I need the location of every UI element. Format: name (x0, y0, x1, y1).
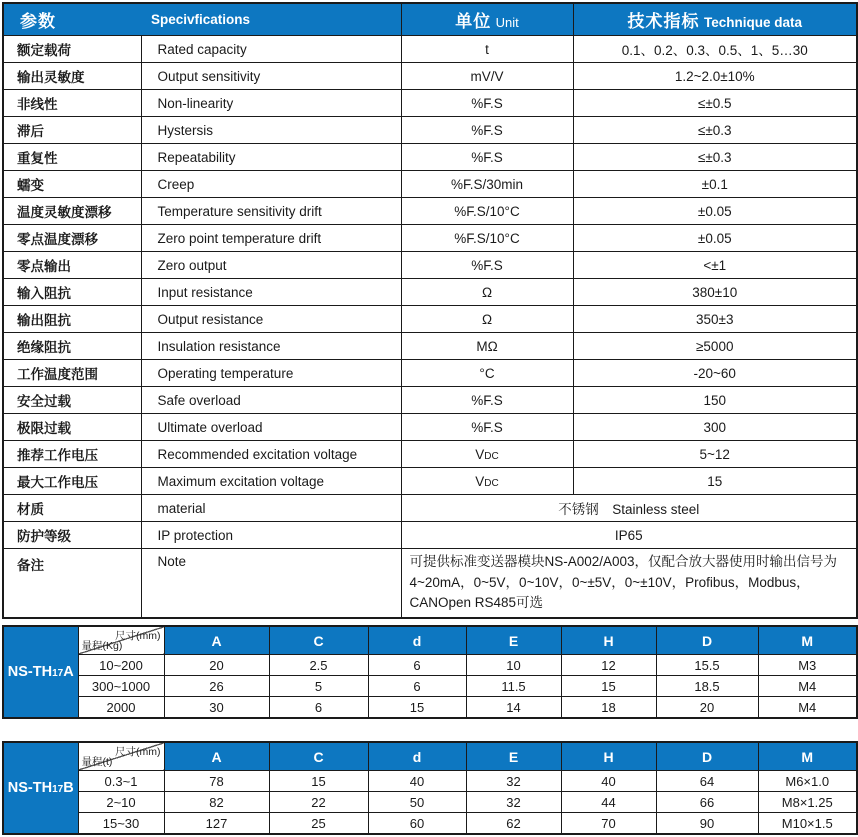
spec-unit: MΩ (401, 333, 573, 360)
dim-col-header: d (368, 626, 466, 655)
spec-unit: %F.S (401, 252, 573, 279)
dim-range: 2000 (78, 697, 164, 719)
dim-value: M6×1.0 (758, 771, 857, 792)
spec-param-cn: 输出灵敏度 (3, 63, 141, 90)
dim-value: 15.5 (656, 655, 758, 676)
spec-param-cn: 非线性 (3, 90, 141, 117)
spec-unit: mV/V (401, 63, 573, 90)
dim-value: 6 (269, 697, 368, 719)
spec-row (3, 333, 857, 360)
spec-param-en: Repeatability (141, 144, 401, 171)
note-line: CANOpen RS485可选 (409, 595, 544, 610)
spec-row (3, 36, 857, 63)
dim-value: 20 (656, 697, 758, 719)
dim-value: 20 (164, 655, 269, 676)
spec-value: ≤±0.3 (573, 144, 857, 171)
spec-param-cn: 备注 (3, 549, 141, 619)
spec-row (3, 549, 857, 619)
spec-merged-value: IP65 (401, 522, 857, 549)
spec-param-cn: 重复性 (3, 144, 141, 171)
dim-col-header: H (561, 742, 656, 771)
spec-value: 300 (573, 414, 857, 441)
spec-unit: %F.S/30min (401, 171, 573, 198)
spec-value: 5~12 (573, 441, 857, 468)
spec-param-en: Insulation resistance (141, 333, 401, 360)
dim-value: 64 (656, 771, 758, 792)
dim-col-header: D (656, 626, 758, 655)
dim-col-header: C (269, 742, 368, 771)
spec-header-specifications (141, 3, 401, 36)
spec-param-cn: 推荐工作电压 (3, 441, 141, 468)
dim-value: 14 (466, 697, 561, 719)
dim-row (3, 792, 857, 813)
spec-param-en: Output sensitivity (141, 63, 401, 90)
spec-value: ≤±0.3 (573, 117, 857, 144)
spec-param-cn: 最大工作电压 (3, 468, 141, 495)
dim-range: 15~30 (78, 813, 164, 835)
spec-unit: %F.S/10°C (401, 198, 573, 225)
spec-unit: VDC (401, 441, 573, 468)
dim-value: 44 (561, 792, 656, 813)
dim-value: 26 (164, 676, 269, 697)
dim-value: 32 (466, 771, 561, 792)
spec-param-en: Operating temperature (141, 360, 401, 387)
spec-unit-sub: DC (484, 477, 499, 489)
spec-row (3, 225, 857, 252)
dim-range: 0.3~1 (78, 771, 164, 792)
spec-param-cn: 温度灵敏度漂移 (3, 198, 141, 225)
spec-param-en: material (141, 495, 401, 522)
dim-col-header: A (164, 626, 269, 655)
spec-header-tech-en: Technique data (703, 15, 802, 30)
model-prefix: NS-TH (7, 780, 53, 796)
note-line: 可提供标准变送器模块NS-A002/A003，仅配合放大器使用时输出信号为 (409, 554, 838, 569)
corner-cell (78, 742, 164, 771)
dim-value: 127 (164, 813, 269, 835)
dim-col-header: H (561, 626, 656, 655)
dim-value: 15 (561, 676, 656, 697)
spec-param-en: Zero output (141, 252, 401, 279)
spec-param-en: IP protection (141, 522, 401, 549)
dim-range: 10~200 (78, 655, 164, 676)
spec-param-cn: 防护等级 (3, 522, 141, 549)
corner-label-size: 尺寸(mm) (115, 746, 161, 758)
dim-value: 82 (164, 792, 269, 813)
model-label (3, 626, 78, 718)
model-sub: 17 (52, 668, 64, 679)
spec-param-cn: 额定载荷 (3, 36, 141, 63)
spec-header-tech (573, 3, 857, 36)
note-line: 4~20mA，0~5V，0~10V，0~±5V，0~±10V，Profibus，Modbus， (409, 574, 810, 590)
spec-header-param (3, 3, 141, 36)
spec-row (3, 360, 857, 387)
spec-value: 1.2~2.0±10% (573, 63, 857, 90)
spec-header-specifications-label: Specivfications (151, 11, 251, 27)
dim-value: 11.5 (466, 676, 561, 697)
spec-unit-sub: DC (484, 450, 499, 462)
spec-param-cn: 工作温度范围 (3, 360, 141, 387)
dim-col-header: M (758, 626, 857, 655)
spec-value: <±1 (573, 252, 857, 279)
corner-label-size: 尺寸(mm) (115, 630, 161, 642)
spec-param-en: Hystersis (141, 117, 401, 144)
dim-col-header: C (269, 626, 368, 655)
spec-param-cn: 极限过载 (3, 414, 141, 441)
spec-value: -20~60 (573, 360, 857, 387)
spec-header-unit (401, 3, 573, 36)
spec-value: ≥5000 (573, 333, 857, 360)
spec-unit: t (401, 36, 573, 63)
dim-row (3, 813, 857, 835)
dim-value: 78 (164, 771, 269, 792)
dim-table-a (2, 625, 858, 719)
spec-param-en: Recommended excitation voltage (141, 441, 401, 468)
dim-value: 60 (368, 813, 466, 835)
spec-row (3, 468, 857, 495)
spec-row (3, 117, 857, 144)
spec-param-cn: 零点温度漂移 (3, 225, 141, 252)
dim-col-header: d (368, 742, 466, 771)
spec-value: 150 (573, 387, 857, 414)
spec-header-unit-en: Unit (495, 15, 519, 30)
spec-param-en: Temperature sensitivity drift (141, 198, 401, 225)
dim-value: 32 (466, 792, 561, 813)
dim-value: M8×1.25 (758, 792, 857, 813)
spec-unit: %F.S/10°C (401, 225, 573, 252)
dim-value: M3 (758, 655, 857, 676)
spec-value: 0.1、0.2、0.3、0.5、1、5…30 (573, 36, 857, 63)
spec-param-cn: 绝缘阻抗 (3, 333, 141, 360)
spec-param-en: Non-linearity (141, 90, 401, 117)
dim-value: 50 (368, 792, 466, 813)
dim-col-header: A (164, 742, 269, 771)
spec-table (2, 2, 858, 619)
dim-table-b (2, 741, 858, 835)
dim-value: 40 (368, 771, 466, 792)
spec-value: 15 (573, 468, 857, 495)
corner-cell (78, 626, 164, 655)
spec-header-tech-cn: 技术指标 (627, 12, 700, 31)
spec-param-en: Creep (141, 171, 401, 198)
spec-merged-value (401, 549, 857, 619)
spec-param-cn: 材质 (3, 495, 141, 522)
spec-value: ≤±0.5 (573, 90, 857, 117)
dim-value: 40 (561, 771, 656, 792)
spec-unit: %F.S (401, 144, 573, 171)
spec-value: 350±3 (573, 306, 857, 333)
spec-row (3, 279, 857, 306)
spec-value: ±0.1 (573, 171, 857, 198)
dim-col-header: E (466, 742, 561, 771)
spec-unit: %F.S (401, 414, 573, 441)
dim-value: 15 (269, 771, 368, 792)
model-label (3, 742, 78, 834)
spec-row (3, 414, 857, 441)
spec-row (3, 306, 857, 333)
spec-value: ±0.05 (573, 225, 857, 252)
dim-col-header: D (656, 742, 758, 771)
dim-range: 2~10 (78, 792, 164, 813)
dim-value: 22 (269, 792, 368, 813)
dimension-tables (2, 625, 856, 835)
spec-row (3, 144, 857, 171)
dim-value: 2.5 (269, 655, 368, 676)
spec-param-en: Ultimate overload (141, 414, 401, 441)
dim-value: 18 (561, 697, 656, 719)
spec-row (3, 63, 857, 90)
spec-param-cn: 蠕变 (3, 171, 141, 198)
spec-header-unit-cn: 单位 (455, 12, 492, 31)
dim-value: 30 (164, 697, 269, 719)
spec-param-en: Note (141, 549, 401, 619)
dim-value: 25 (269, 813, 368, 835)
spec-param-cn: 输出阻抗 (3, 306, 141, 333)
dim-value: 15 (368, 697, 466, 719)
spec-param-cn: 零点输出 (3, 252, 141, 279)
model-suffix: B (63, 780, 74, 796)
spec-param-en: Input resistance (141, 279, 401, 306)
spec-row (3, 522, 857, 549)
dim-value: 12 (561, 655, 656, 676)
dim-header-row (3, 626, 857, 655)
dim-value: 62 (466, 813, 561, 835)
spec-unit: %F.S (401, 117, 573, 144)
dim-row (3, 655, 857, 676)
spec-param-en: Rated capacity (141, 36, 401, 63)
dim-row (3, 697, 857, 719)
dim-value: 90 (656, 813, 758, 835)
spec-param-cn: 输入阻抗 (3, 279, 141, 306)
spec-unit: Ω (401, 279, 573, 306)
spec-row (3, 90, 857, 117)
spec-param-en: Safe overload (141, 387, 401, 414)
dim-row (3, 676, 857, 697)
corner-label-range: 量程(Kg) (81, 640, 123, 652)
dim-value: 70 (561, 813, 656, 835)
dim-range: 300~1000 (78, 676, 164, 697)
spec-row (3, 198, 857, 225)
dim-value: 5 (269, 676, 368, 697)
spec-unit: °C (401, 360, 573, 387)
dim-value: 18.5 (656, 676, 758, 697)
dim-value: 6 (368, 655, 466, 676)
model-prefix: NS-TH (7, 664, 53, 680)
spec-param-cn: 滞后 (3, 117, 141, 144)
spec-value: 380±10 (573, 279, 857, 306)
spec-row (3, 441, 857, 468)
dim-col-header: E (466, 626, 561, 655)
dim-value: 6 (368, 676, 466, 697)
spec-header-param-cn: 参数 (20, 12, 56, 31)
spec-value: ±0.05 (573, 198, 857, 225)
spec-row (3, 252, 857, 279)
spec-param-en: Maximum excitation voltage (141, 468, 401, 495)
corner-label-range: 量程(t) (81, 756, 113, 768)
spec-header-row (3, 3, 857, 36)
spec-row (3, 495, 857, 522)
spec-row (3, 387, 857, 414)
spec-unit: %F.S (401, 387, 573, 414)
spec-param-en: Zero point temperature drift (141, 225, 401, 252)
spec-unit: %F.S (401, 90, 573, 117)
dim-value: M10×1.5 (758, 813, 857, 835)
dim-value: 66 (656, 792, 758, 813)
spec-unit: VDC (401, 468, 573, 495)
spec-param-cn: 安全过载 (3, 387, 141, 414)
dim-value: 10 (466, 655, 561, 676)
dim-col-header: M (758, 742, 857, 771)
dim-row (3, 771, 857, 792)
spec-merged-value: 不锈钢 Stainless steel (401, 495, 857, 522)
spec-unit: Ω (401, 306, 573, 333)
model-suffix: A (63, 664, 74, 680)
model-sub: 17 (52, 784, 64, 795)
spec-param-en: Output resistance (141, 306, 401, 333)
dim-value: M4 (758, 697, 857, 719)
spec-row (3, 171, 857, 198)
dim-header-row (3, 742, 857, 771)
dim-value: M4 (758, 676, 857, 697)
